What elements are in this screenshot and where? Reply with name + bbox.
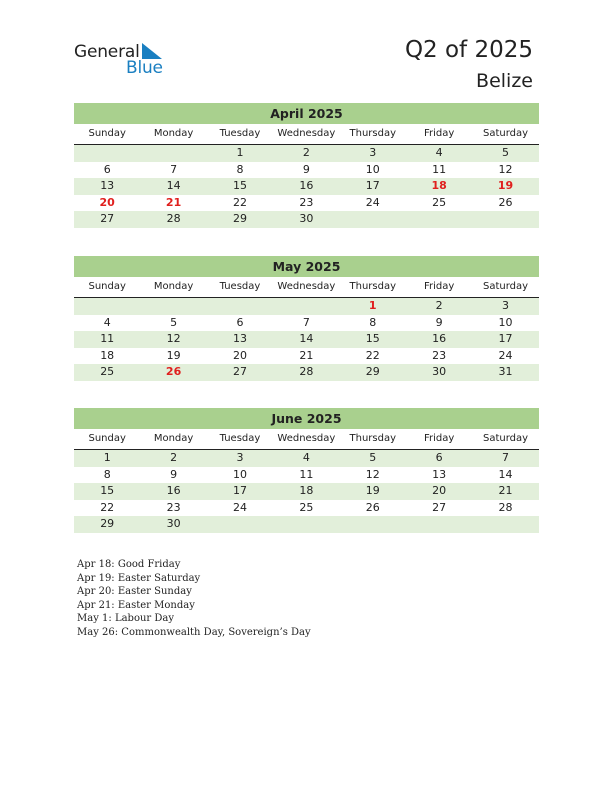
day-cell: 26: [165, 365, 182, 378]
day-cell: 22: [365, 348, 380, 362]
month-title: April 2025: [74, 103, 539, 124]
day-cell: 22: [100, 500, 115, 514]
day-cell: [273, 298, 339, 315]
day-cell: 18: [100, 348, 115, 362]
day-cell: 17: [365, 179, 380, 192]
day-cell: 27: [232, 365, 247, 378]
day-cell: [140, 145, 206, 162]
day-cell: 18: [299, 484, 314, 497]
day-cell: 24: [498, 348, 513, 362]
day-cell: 30: [299, 212, 314, 225]
day-cell: 15: [100, 484, 115, 497]
logo-general-text: General: [74, 42, 140, 62]
day-cell: 2: [170, 451, 178, 464]
day-cell: 29: [365, 365, 380, 378]
weekday-label: Friday: [423, 433, 455, 444]
day-cell: 20: [432, 484, 447, 497]
day-cell: 3: [236, 451, 244, 464]
day-cell: 22: [232, 195, 247, 209]
day-cell: 10: [498, 315, 513, 329]
month-calendar-june: [74, 408, 539, 533]
week-row: [74, 145, 539, 162]
week-row: [74, 483, 539, 500]
day-cell: 25: [432, 195, 447, 209]
holiday-notes: [77, 558, 311, 639]
weekday-label: Sunday: [88, 433, 126, 444]
day-cell: 15: [365, 332, 380, 345]
day-cell: [207, 298, 273, 315]
day-cell: [140, 298, 206, 315]
day-cell: 28: [299, 365, 314, 378]
day-cell: 31: [498, 365, 513, 378]
week-row: [74, 364, 539, 381]
day-cell: 3: [369, 146, 377, 159]
day-cell: 6: [103, 162, 111, 176]
day-cell: 16: [166, 484, 181, 497]
day-cell: 29: [232, 212, 247, 225]
day-cell: [340, 211, 406, 228]
day-cell: 4: [302, 451, 310, 464]
weekday-label: Friday: [423, 128, 455, 139]
day-cell: 14: [299, 332, 314, 345]
day-cell: 19: [365, 484, 380, 497]
day-cell: 5: [369, 451, 377, 464]
weekday-label: Sunday: [88, 281, 126, 292]
week-row: [74, 500, 539, 517]
day-cell: 25: [100, 365, 115, 378]
week-row: [74, 211, 539, 228]
weekday-label: Monday: [153, 433, 194, 444]
day-cell: 4: [435, 146, 443, 159]
day-cell: 11: [432, 162, 447, 176]
day-cell: 28: [498, 500, 513, 514]
day-cell: 9: [302, 162, 310, 176]
week-row: [74, 516, 539, 533]
day-cell: 6: [435, 451, 443, 464]
weekday-label: Thursday: [349, 128, 396, 139]
page-title: Q2 of 2025: [404, 37, 533, 63]
weekday-label: Wednesday: [277, 281, 336, 292]
day-cell: 9: [170, 467, 178, 481]
weekday-label: Wednesday: [277, 128, 336, 139]
day-cell: 21: [165, 195, 182, 209]
holiday-note: May 1: Labour Day: [77, 613, 174, 624]
day-cell: 11: [100, 332, 115, 345]
day-cell: 3: [502, 299, 510, 312]
day-cell: 13: [432, 467, 447, 481]
day-cell: 12: [166, 332, 181, 345]
day-cell: 23: [299, 195, 314, 209]
day-cell: 14: [166, 179, 181, 192]
day-cell: 14: [498, 467, 513, 481]
weekday-label: Saturday: [483, 128, 529, 139]
day-cell: 8: [103, 467, 111, 481]
weekday-label: Monday: [153, 128, 194, 139]
day-cell: 19: [166, 348, 181, 362]
weekday-label: Saturday: [483, 433, 529, 444]
day-cell: [74, 145, 140, 162]
holiday-note: May 26: Commonwealth Day, Sovereign’s Day: [77, 626, 311, 638]
week-row: [74, 162, 539, 179]
weekday-label: Tuesday: [219, 281, 261, 292]
day-cell: 4: [103, 315, 111, 329]
day-cell: 10: [232, 467, 247, 481]
day-cell: 25: [299, 500, 314, 514]
day-cell: 21: [299, 348, 314, 362]
weekday-label: Saturday: [483, 281, 529, 292]
day-cell: 8: [369, 315, 377, 329]
weekday-label: Sunday: [88, 128, 126, 139]
day-cell: 21: [498, 484, 513, 497]
day-cell: 2: [302, 146, 310, 159]
generalblue-logo: [74, 42, 174, 78]
day-cell: 12: [365, 467, 380, 481]
day-cell: 2: [435, 299, 443, 312]
day-cell: 23: [166, 500, 181, 514]
weekday-label: Thursday: [349, 433, 396, 444]
month-title: May 2025: [74, 256, 539, 277]
day-cell: [273, 516, 339, 533]
day-cell: 18: [431, 179, 447, 192]
day-cell: 8: [236, 162, 244, 176]
day-cell: 15: [232, 179, 247, 192]
holiday-note: Apr 18: Good Friday: [77, 559, 181, 570]
holiday-note: Apr 21: Easter Monday: [77, 599, 195, 611]
day-cell: 1: [368, 299, 377, 312]
day-cell: 29: [100, 517, 115, 530]
day-cell: 9: [435, 315, 443, 329]
day-cell: [74, 298, 140, 315]
day-cell: 28: [166, 212, 181, 225]
weekday-label: Wednesday: [277, 433, 336, 444]
day-cell: 20: [232, 348, 247, 362]
day-cell: 26: [365, 500, 380, 514]
day-cell: 5: [170, 315, 178, 329]
day-cell: 17: [498, 332, 513, 345]
day-cell: 7: [302, 315, 310, 329]
logo-triangle-icon: [142, 43, 162, 59]
day-cell: 7: [502, 451, 510, 464]
week-row: [74, 178, 539, 195]
month-calendar-april: [74, 103, 539, 228]
holiday-note: Apr 19: Easter Saturday: [77, 572, 201, 584]
week-row: [74, 467, 539, 484]
week-row: [74, 450, 539, 467]
weekday-header-row: [74, 429, 539, 450]
day-cell: [406, 211, 472, 228]
day-cell: [472, 211, 538, 228]
day-cell: 24: [365, 195, 380, 209]
day-cell: [340, 516, 406, 533]
day-cell: 6: [236, 315, 244, 329]
month-calendar-may: [74, 256, 539, 381]
day-cell: 5: [502, 146, 510, 159]
week-row: [74, 331, 539, 348]
weekday-label: Tuesday: [219, 433, 261, 444]
holiday-note: Apr 20: Easter Sunday: [77, 586, 192, 597]
day-cell: 13: [232, 332, 247, 345]
logo-blue-text: Blue: [126, 58, 163, 78]
day-cell: 12: [498, 162, 513, 176]
day-cell: [207, 516, 273, 533]
weekday-header-row: [74, 124, 539, 145]
weekday-label: Friday: [423, 281, 455, 292]
day-cell: [472, 516, 538, 533]
day-cell: 30: [432, 365, 447, 378]
day-cell: 10: [365, 162, 380, 176]
day-cell: 27: [100, 212, 115, 225]
week-row: [74, 348, 539, 365]
day-cell: [406, 516, 472, 533]
day-cell: 1: [236, 146, 244, 159]
day-cell: 7: [170, 162, 178, 176]
week-row: [74, 298, 539, 315]
day-cell: 24: [232, 500, 247, 514]
week-row: [74, 195, 539, 212]
day-cell: 30: [166, 517, 181, 530]
day-cell: 11: [299, 467, 314, 481]
day-cell: 16: [432, 332, 447, 345]
day-cell: 1: [103, 451, 111, 464]
day-cell: 19: [497, 179, 514, 192]
page-subtitle: Belize: [476, 70, 533, 92]
day-cell: 17: [232, 484, 247, 497]
weekday-label: Monday: [153, 281, 194, 292]
weekday-label: Tuesday: [219, 128, 261, 139]
day-cell: 13: [100, 179, 115, 192]
day-cell: 20: [99, 195, 115, 209]
day-cell: 23: [432, 348, 447, 362]
weekday-label: Thursday: [349, 281, 396, 292]
week-row: [74, 315, 539, 332]
day-cell: 27: [432, 500, 447, 514]
day-cell: 26: [498, 195, 513, 209]
day-cell: 16: [299, 179, 314, 192]
weekday-header-row: [74, 277, 539, 298]
month-title: June 2025: [74, 408, 539, 429]
